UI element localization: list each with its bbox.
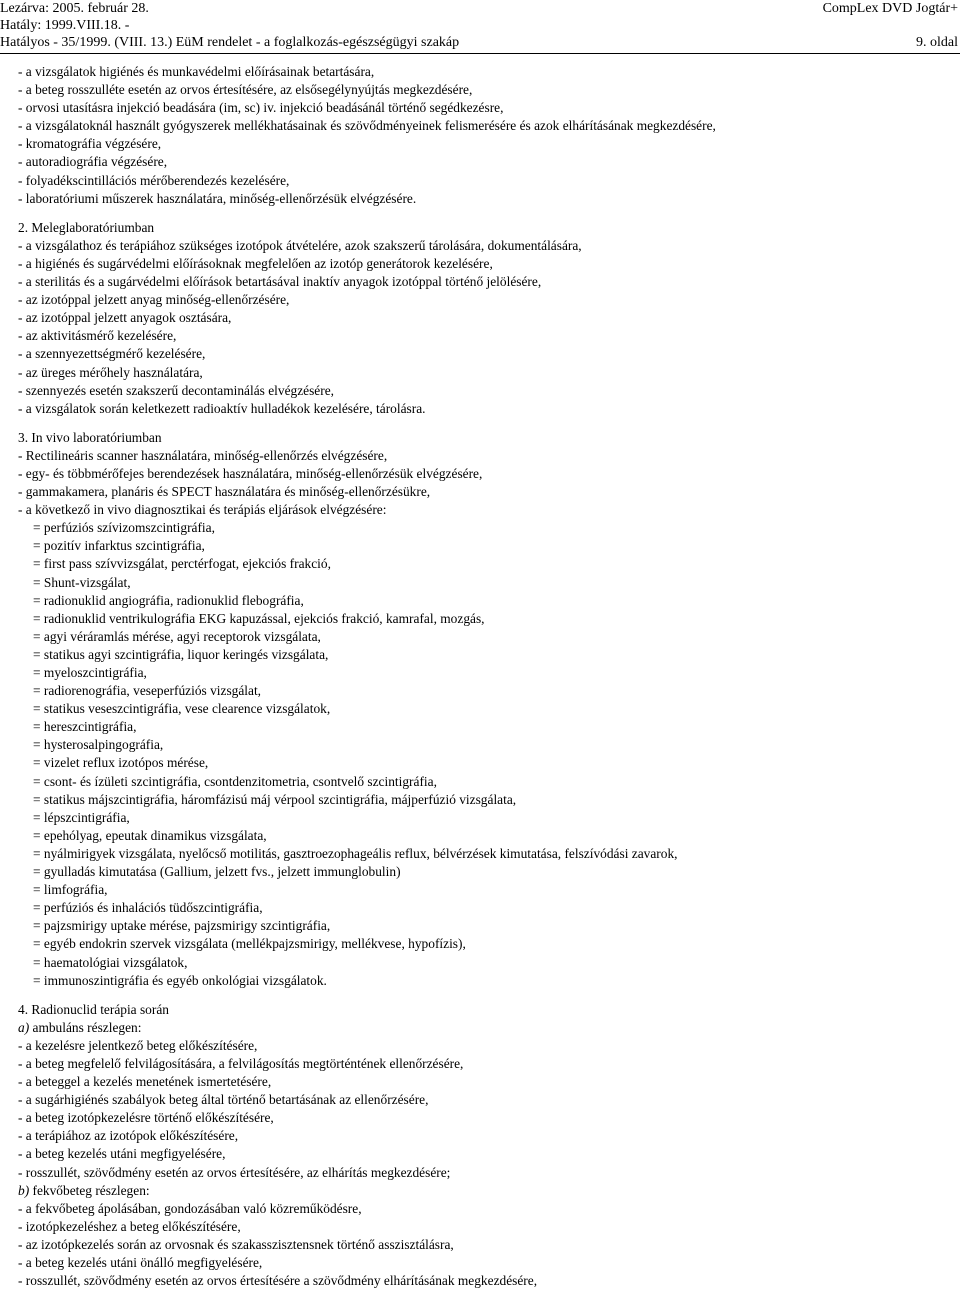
sub-list-item: = statikus agyi szcintigráfia, liquor keringés vizsgálata, bbox=[33, 646, 329, 662]
list-item: - rosszullét, szövődmény esetén az orvos értesítésére, az elhárítás megkezdésére; bbox=[18, 1164, 451, 1180]
list-item: - rosszullét, szövődmény esetén az orvos értesítésére a szövődmény elhárításának megkezdésére, bbox=[18, 1273, 538, 1289]
header-divider bbox=[0, 53, 960, 54]
list-item: - a higiénés és sugárvédelmi előírásoknak megfelelően az izotóp generátorok kezelésére, bbox=[18, 255, 493, 271]
list-item: - a vizsgálatok során keletkezett radioaktív hulladékok kezelésére, tárolásra. bbox=[18, 400, 426, 416]
subsection-heading-b bbox=[18, 1182, 953, 1200]
list-item: - Rectilineáris scanner használatára, minőség-ellenőrzés elvégzésére, bbox=[18, 447, 388, 463]
sub-list-item: = immunoszintigráfia és egyéb onkológiai vizsgálatok. bbox=[33, 972, 327, 988]
effective-date: Hatály: 1999.VIII.18. - bbox=[0, 18, 130, 33]
sub-list-item: = nyálmirigyek vizsgálata, nyelőcső motilitás, gasztroezophageális reflux, bélvérzések kimutatása, felszívódási zavarok, bbox=[33, 845, 678, 861]
list-item: - a beteg rosszulléte esetén az orvos értesítésére, az elsősegélynyújtás megkezdésére, bbox=[18, 82, 473, 98]
sub-list-item: = statikus májszcintigráfia, háromfázisú máj vérpool szcintigráfia, májperfúzió vizsgálata, bbox=[33, 791, 517, 807]
list-item: - az aktivitásmérő kezelésére, bbox=[18, 328, 177, 344]
section-1-continued bbox=[18, 63, 953, 208]
document-body bbox=[18, 63, 953, 1290]
sub-list-item: = perfúziós szívizomszcintigráfia, bbox=[33, 520, 215, 536]
list-item: - a sugárhigiénés szabályok beteg által történő betartásának az ellenőrzésére, bbox=[18, 1092, 429, 1108]
sub-list-item: = limfográfia, bbox=[33, 882, 108, 898]
list-item: - a vizsgálathoz és terápiához szükséges izotópok átvételére, azok szakszerű tárolására, dokumentálására, bbox=[18, 237, 582, 253]
list-item: - a vizsgálatoknál használt gyógyszerek mellékhatásainak és szövődményeinek felismerésére és azok elhárításának megkezdésére, bbox=[18, 118, 716, 134]
list-item: - az izotóppal jelzett anyag minőség-ellenőrzésére, bbox=[18, 292, 290, 308]
list-item: - a kezelésre jelentkező beteg előkészítésére, bbox=[18, 1037, 258, 1053]
sub-list-item: = radionuklid angiográfia, radionuklid flebográfia, bbox=[33, 592, 304, 608]
sub-list-item: = statikus veseszcintigráfia, vese clearence vizsgálatok, bbox=[33, 701, 331, 717]
header-line-1 bbox=[0, 0, 960, 18]
sub-list-item: = vizelet reflux izotópos mérése, bbox=[33, 755, 209, 771]
list-item: - a fekvőbeteg ápolásában, gondozásában való közreműködésre, bbox=[18, 1200, 362, 1216]
list-item: - a beteg kezelés utáni önálló megfigyelésére, bbox=[18, 1255, 263, 1270]
list-item: - a szennyezettségmérő kezelésére, bbox=[18, 346, 206, 362]
list-item: - a beteg kezelés utáni megfigyelésére, bbox=[18, 1146, 226, 1162]
section-4-therapy bbox=[18, 1001, 953, 1291]
sub-list-item: = Shunt-vizsgálat, bbox=[33, 574, 131, 590]
section-3-in-vivo bbox=[18, 429, 953, 990]
list-item: - a beteg izotópkezelésre történő előkészítésére, bbox=[18, 1110, 274, 1126]
sub-list-item: = haematológiai vizsgálatok, bbox=[33, 954, 188, 970]
section-heading: 3. In vivo laboratóriumban bbox=[18, 429, 162, 445]
section-2-hot-lab bbox=[18, 219, 953, 418]
sub-list-item: = radionuklid ventrikulográfia EKG kapuzással, ejekciós frakció, kamrafal, mozgás, bbox=[33, 610, 485, 626]
subsection-heading-a bbox=[18, 1019, 953, 1037]
sub-list-item: = pozitív infarktus szcintigráfia, bbox=[33, 538, 205, 554]
list-item: - autoradiográfia végzésére, bbox=[18, 154, 168, 170]
document-title: Hatályos - 35/1999. (VIII. 13.) EüM rendelet - a foglalkozás-egészségügyi szakáp bbox=[0, 35, 460, 50]
section-heading: 2. Meleglaboratóriumban bbox=[18, 219, 155, 235]
section-heading: 4. Radionuclid terápia során bbox=[18, 1001, 169, 1017]
sub-list-item: = egyéb endokrin szervek vizsgálata (mellékpajzsmirigy, mellékvese, hypofízis), bbox=[33, 936, 466, 952]
list-item: - a beteg megfelelő felvilágosítására, a felvilágosítás megtörténtének ellenőrzésére, bbox=[18, 1055, 464, 1071]
list-item: - a sterilitás és a sugárvédelmi előírások betartásával inaktív anyagok izotóppal történő jelölésére, bbox=[18, 274, 542, 290]
sub-list-item: = myeloszcintigráfia, bbox=[33, 665, 147, 680]
sub-list-item: = csont- és ízületi szcintigráfia, csontdenzitometria, csontvelő szcintigráfia, bbox=[33, 773, 437, 789]
sub-list-item: = first pass szívvizsgálat, perctérfogat, ejekciós frakció, bbox=[33, 556, 331, 572]
page-number: 9. oldal bbox=[916, 35, 958, 50]
page-header bbox=[0, 0, 960, 56]
list-item: - a vizsgálatok higiénés és munkavédelmi előírásainak betartására, bbox=[18, 64, 375, 79]
sub-list-item: = epehólyag, epeutak dinamikus vizsgálata, bbox=[33, 827, 267, 843]
sub-list-item: = perfúziós és inhalációs tüdőszcintigráfia, bbox=[33, 900, 263, 916]
sub-list-item: = agyi véráramlás mérése, agyi receptorok vizsgálata, bbox=[33, 628, 321, 644]
sub-list-item: = gyulladás kimutatása (Gallium, jelzett fvs., jelzett immunglobulin) bbox=[33, 864, 401, 880]
list-item: - az üreges mérőhely használatára, bbox=[18, 364, 203, 380]
list-item: - szennyezés esetén szakszerű decontaminálás elvégzésére, bbox=[18, 382, 335, 398]
header-line-2 bbox=[0, 17, 960, 35]
sub-list-item: = hereszcintigráfia, bbox=[33, 719, 137, 735]
list-item: - izotópkezeléshez a beteg előkészítésére, bbox=[18, 1218, 241, 1234]
header-line-3 bbox=[0, 34, 960, 52]
list-item: - a terápiához az izotópok előkészítésére, bbox=[18, 1128, 239, 1144]
subsection-text-a: ambuláns részlegen: bbox=[29, 1019, 142, 1035]
list-item: - gammakamera, planáris és SPECT használatára és minőség-ellenőrzésükre, bbox=[18, 484, 431, 500]
list-item: - a beteggel a kezelés menetének ismertetésére, bbox=[18, 1074, 272, 1090]
list-item: - orvosi utasításra injekció beadására (im, sc) iv. injekció beadásánál történő segédkezésre, bbox=[18, 100, 504, 116]
list-item: - laboratóriumi műszerek használatára, minőség-ellenőrzésük elvégzésére. bbox=[18, 190, 417, 206]
sub-list-item: = pajzsmirigy uptake mérése, pajzsmirigy szcintigráfia, bbox=[33, 918, 331, 934]
subsection-label-a: a) bbox=[18, 1019, 30, 1035]
sub-list-item: = radiorenográfia, veseperfúziós vizsgálat, bbox=[33, 683, 262, 699]
subsection-text-b: fekvőbeteg részlegen: bbox=[29, 1182, 150, 1198]
closing-date: Lezárva: 2005. február 28. bbox=[0, 1, 149, 16]
list-item: - az izotópkezelés során az orvosnak és szakasszisztensnek történő asszisztálásra, bbox=[18, 1236, 454, 1252]
list-item: - egy- és többmérőfejes berendezések használatára, minőség-ellenőrzésük elvégzésére, bbox=[18, 465, 483, 481]
list-item: - a következő in vivo diagnosztikai és terápiás eljárások elvégzésére: bbox=[18, 502, 387, 518]
list-item: - az izotóppal jelzett anyagok osztására, bbox=[18, 310, 232, 326]
list-item: - folyadékscintillációs mérőberendezés kezelésére, bbox=[18, 172, 290, 188]
sub-list-item: = hysterosalpingográfia, bbox=[33, 737, 164, 753]
list-item: - kromatográfia végzésére, bbox=[18, 136, 162, 152]
sub-list-item: = lépszcintigráfia, bbox=[33, 809, 130, 825]
subsection-label-b: b) bbox=[18, 1182, 30, 1198]
product-name: CompLex DVD Jogtár+ bbox=[822, 1, 958, 16]
